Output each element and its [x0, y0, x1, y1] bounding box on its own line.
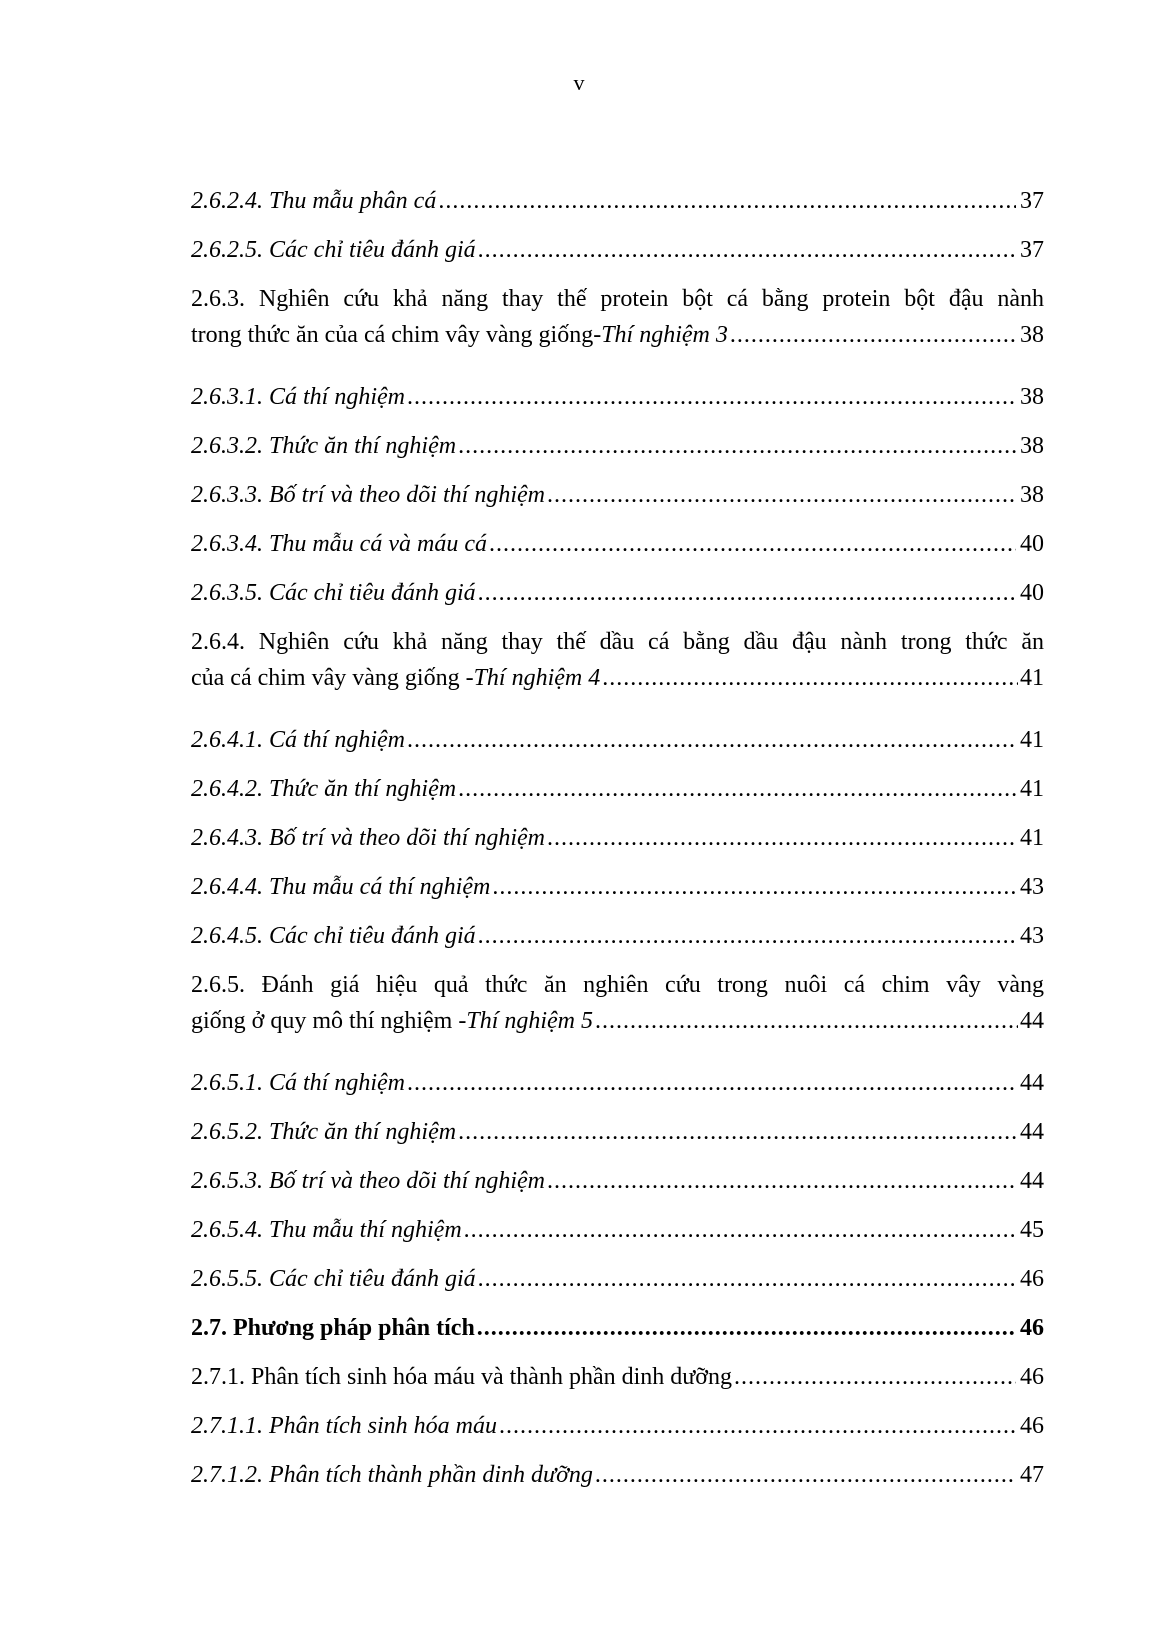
toc-entry-2-7[interactable]	[191, 1310, 1044, 1359]
toc-entry-2-6-5-4[interactable]	[191, 1212, 1044, 1261]
toc-entry-2-6-5-2[interactable]	[191, 1114, 1044, 1163]
toc-entry-label: 2.7.1.2. Phân tích thành phần dinh dưỡng	[191, 1462, 593, 1488]
toc-entry-page: 44	[1020, 1119, 1044, 1145]
toc-entry-label: 2.6.2.4. Thu mẫu phân cá	[191, 188, 437, 214]
page-number: v	[573, 70, 585, 95]
toc-entry-line1: 2.6.3. Nghiên cứu khả năng thay thế protein bột cá bằng protein bột đậu nành	[191, 286, 1044, 312]
dot-leader	[499, 1408, 1016, 1444]
toc-entry-page: 38	[1020, 433, 1044, 459]
dot-leader	[477, 1310, 1016, 1346]
dot-leader	[547, 1163, 1016, 1199]
toc-entry-label: 2.6.5.4. Thu mẫu thí nghiệm	[191, 1217, 462, 1243]
toc-entry-line1: 2.6.4. Nghiên cứu khả năng thay thế dầu cá bằng dầu đậu nành trong thức ăn	[191, 629, 1044, 655]
toc-entry-label: 2.6.4.3. Bố trí và theo dõi thí nghiệm	[191, 825, 545, 851]
toc-entry-label: 2.7.1.1. Phân tích sinh hóa máu	[191, 1413, 497, 1439]
toc-entry-2-6-2-5[interactable]	[191, 232, 1044, 281]
toc-entry-2-6-4-2[interactable]	[191, 771, 1044, 820]
dot-leader	[547, 477, 1016, 513]
dot-leader	[478, 232, 1016, 268]
dot-leader	[547, 820, 1016, 856]
dot-leader	[438, 183, 1016, 219]
dot-leader	[478, 918, 1016, 954]
toc-entry-page: 40	[1020, 531, 1044, 557]
dot-leader	[458, 1114, 1016, 1150]
toc-entry-line1: 2.6.5. Đánh giá hiệu quả thức ăn nghiên cứu trong nuôi cá chim vây vàng	[191, 972, 1044, 998]
toc-entry-2-6-4-5[interactable]	[191, 918, 1044, 967]
dot-leader	[492, 869, 1016, 905]
dot-leader	[602, 660, 1018, 696]
dot-leader	[458, 428, 1016, 464]
toc-entry-2-6-2-4[interactable]	[191, 183, 1044, 232]
toc-entry-label: 2.6.4.1. Cá thí nghiệm	[191, 727, 405, 753]
toc-entry-label: 2.6.4.5. Các chỉ tiêu đánh giá	[191, 923, 476, 949]
toc-entry-page: 44	[1020, 1008, 1044, 1034]
toc-entry-label: 2.6.4.2. Thức ăn thí nghiệm	[191, 776, 457, 802]
dot-leader	[734, 1359, 1016, 1395]
toc-entry-2-6-4-3[interactable]	[191, 820, 1044, 869]
toc-entry-label: 2.6.3.5. Các chỉ tiêu đánh giá	[191, 580, 476, 606]
toc-entry-label: 2.6.3.4. Thu mẫu cá và máu cá	[191, 531, 487, 557]
dot-leader	[489, 526, 1016, 562]
dot-leader	[595, 1003, 1018, 1039]
toc-entry-line2: của cá chim vây vàng giống -	[191, 665, 474, 691]
dot-leader	[478, 575, 1016, 611]
toc-entry-page: 41	[1020, 776, 1044, 802]
dot-leader	[478, 1261, 1016, 1297]
toc-entry-page: 41	[1020, 665, 1044, 691]
dot-leader	[595, 1457, 1016, 1493]
toc-entry-2-6-4-4[interactable]	[191, 869, 1044, 918]
toc-entry-page: 43	[1020, 923, 1044, 949]
toc-entry-label: 2.6.5.3. Bố trí và theo dõi thí nghiệm	[191, 1168, 545, 1194]
toc-entry-page: 46	[1020, 1315, 1044, 1341]
toc-entry-page: 46	[1020, 1364, 1044, 1390]
toc-entry-2-6-5-1[interactable]	[191, 1065, 1044, 1114]
dot-leader	[407, 722, 1016, 758]
toc-entry-page: 38	[1020, 322, 1044, 348]
toc-entry-2-6-4[interactable]	[191, 624, 1044, 722]
toc-entry-label: 2.7.1. Phân tích sinh hóa máu và thành phần dinh dưỡng	[191, 1364, 732, 1390]
toc-entry-label: 2.6.3.2. Thức ăn thí nghiệm	[191, 433, 457, 459]
toc-entry-line2-italic: Thí nghiệm 3	[601, 322, 728, 348]
dot-leader	[730, 317, 1018, 353]
toc-entry-page: 38	[1020, 384, 1044, 410]
dot-leader	[407, 379, 1016, 415]
toc-entry-page: 44	[1020, 1070, 1044, 1096]
dot-leader	[464, 1212, 1016, 1248]
toc-entry-label: 2.6.2.5. Các chỉ tiêu đánh giá	[191, 237, 476, 263]
toc-entry-page: 37	[1020, 237, 1044, 263]
toc-entry-page: 46	[1020, 1413, 1044, 1439]
toc-entry-page: 43	[1020, 874, 1044, 900]
toc-entry-label: 2.6.5.2. Thức ăn thí nghiệm	[191, 1119, 457, 1145]
toc-entry-2-6-3-3[interactable]	[191, 477, 1044, 526]
toc-entry-label: 2.6.5.1. Cá thí nghiệm	[191, 1070, 405, 1096]
toc-entry-page: 45	[1020, 1217, 1044, 1243]
toc-entry-page: 41	[1020, 825, 1044, 851]
toc-entry-2-6-5[interactable]	[191, 967, 1044, 1065]
toc-entry-label: 2.6.3.1. Cá thí nghiệm	[191, 384, 405, 410]
toc-entry-line2-italic: Thí nghiệm 4	[473, 665, 601, 691]
toc-entry-label: 2.6.3.3. Bố trí và theo dõi thí nghiệm	[191, 482, 545, 508]
toc-entry-page: 37	[1020, 188, 1044, 214]
toc-entry-2-6-3-1[interactable]	[191, 379, 1044, 428]
toc-entry-2-6-5-5[interactable]	[191, 1261, 1044, 1310]
toc-entry-2-7-1-2[interactable]	[191, 1457, 1044, 1506]
toc-entry-page: 41	[1020, 727, 1044, 753]
toc-entry-label: 2.7. Phương pháp phân tích	[191, 1315, 475, 1341]
toc-entry-page: 47	[1020, 1462, 1044, 1488]
toc-entry-2-7-1[interactable]	[191, 1359, 1044, 1408]
dot-leader	[407, 1065, 1016, 1101]
toc-entry-line2: trong thức ăn của cá chim vây vàng giống-	[191, 322, 602, 348]
toc-entry-2-6-3-5[interactable]	[191, 575, 1044, 624]
toc-entry-2-6-5-3[interactable]	[191, 1163, 1044, 1212]
toc-entry-2-6-3-4[interactable]	[191, 526, 1044, 575]
table-of-contents	[191, 183, 1044, 1506]
toc-entry-2-7-1-1[interactable]	[191, 1408, 1044, 1457]
toc-entry-line2-italic: Thí nghiệm 5	[466, 1008, 594, 1034]
toc-entry-2-6-4-1[interactable]	[191, 722, 1044, 771]
toc-entry-line2: giống ở quy mô thí nghiệm -	[191, 1008, 467, 1034]
dot-leader	[458, 771, 1016, 807]
toc-entry-page: 44	[1020, 1168, 1044, 1194]
toc-entry-page: 40	[1020, 580, 1044, 606]
toc-entry-page: 38	[1020, 482, 1044, 508]
toc-entry-label: 2.6.5.5. Các chỉ tiêu đánh giá	[191, 1266, 476, 1292]
toc-entry-2-6-3-2[interactable]	[191, 428, 1044, 477]
toc-entry-page: 46	[1020, 1266, 1044, 1292]
toc-entry-label: 2.6.4.4. Thu mẫu cá thí nghiệm	[191, 874, 491, 900]
toc-entry-2-6-3[interactable]	[191, 281, 1044, 379]
